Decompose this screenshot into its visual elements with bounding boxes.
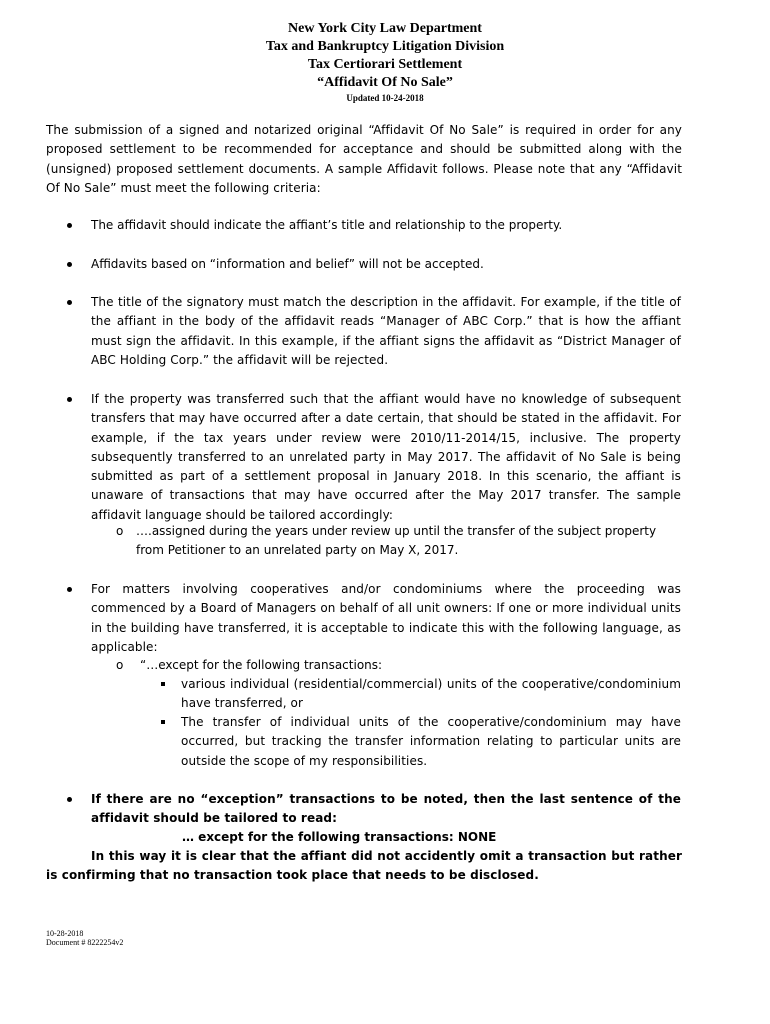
header-line-2: Tax and Bankruptcy Litigation Division — [265, 39, 505, 54]
bullet-dot — [67, 262, 72, 267]
closing-paragraph: In this way it is clear that the affiant did not accidently omit a transaction but rather is confirming that no transaction took place that needs to be disclosed. — [46, 849, 682, 883]
header-line-1: New York City Law Department — [288, 21, 482, 36]
bullet-5-square-1-text: various individual (residential/commercial) units of the cooperative/condominium have transferred, or — [181, 677, 681, 711]
bullet-5-sub-text: “…except for the following transactions: — [140, 658, 383, 672]
square-bullet — [161, 720, 165, 724]
bullet-2-text: Affidavits based on “information and belief” will not be accepted. — [91, 257, 484, 271]
bullet-5-text: For matters involving cooperatives and/or condominiums where the proceeding was commenced by a Board of Managers on behalf of all unit owners: If one or more individual units in the building have transferred, it is acceptable to indicate this with the following language, as applicable: — [91, 582, 681, 654]
footer-date: 10-28-2018 — [46, 929, 84, 938]
bullet-dot — [67, 587, 72, 592]
bullet-4-text: If the property was transferred such that the affiant would have no knowledge of subsequent transfers that may have occurred after a date certain, that should be stated in the affidavit. For example, if the tax years under review were 2010/11-2014/15, inclusive. The property subsequently transferred to an unrelated party in May 2017. The affidavit of No Sale is being submitted as part of a settlement proposal in January 2018. In this scenario, the affiant is unaware of transactions that may have occurred after the May 2017 transfer. The sample affidavit language should be tailored accordingly: — [91, 392, 681, 522]
bullet-dot — [67, 797, 72, 802]
bullet-6-text: If there are no “exception” transactions to be noted, then the last sentence of the affidavit should be tailored to read: — [91, 792, 681, 826]
bullet-1-text: The affidavit should indicate the affiant’s title and relationship to the property. — [91, 218, 563, 232]
bullet-3-text: The title of the signatory must match the description in the affidavit. For example, if the title of the affiant in the body of the affidavit reads “Manager of ABC Corp.” that is how the affiant must sign the affidavit. In this example, if the affiant signs the affidavit as “District Manager of ABC Holding Corp.” the affidavit will be rejected. — [91, 295, 681, 367]
bullet-5-square-2-text: The transfer of individual units of the cooperative/condominium may have occurred, but tracking the transfer information relating to particular units are outside the scope of my responsibilities. — [181, 715, 681, 768]
bullet-6-example: … except for the following transactions: NONE — [182, 830, 497, 844]
intro-paragraph: The submission of a signed and notarized original “Affidavit Of No Sale” is required in order for any proposed settlement to be recommended for acceptance and should be submitted along with the (unsigned) proposed settlement documents. A sample Affidavit follows. Please note that any “Affidavit Of No Sale” must meet the following criteria: — [46, 123, 682, 195]
sub-bullet-circle: o — [116, 524, 124, 538]
sub-bullet-circle: o — [116, 658, 124, 672]
header-line-3: Tax Certiorari Settlement — [307, 57, 463, 72]
footer-document-number: Document # 8222254v2 — [46, 938, 124, 947]
square-bullet — [161, 682, 165, 686]
bullet-dot — [67, 223, 72, 228]
bullet-4-sub-text: ….assigned during the years under review up until the transfer of the subject property from Petitioner to an unrelated party on May X, 2017. — [136, 524, 657, 557]
bullet-dot — [67, 300, 72, 305]
header-line-4: “Affidavit Of No Sale” — [317, 75, 453, 90]
bullet-dot — [67, 397, 72, 402]
updated-date: Updated 10-24-2018 — [346, 93, 424, 103]
